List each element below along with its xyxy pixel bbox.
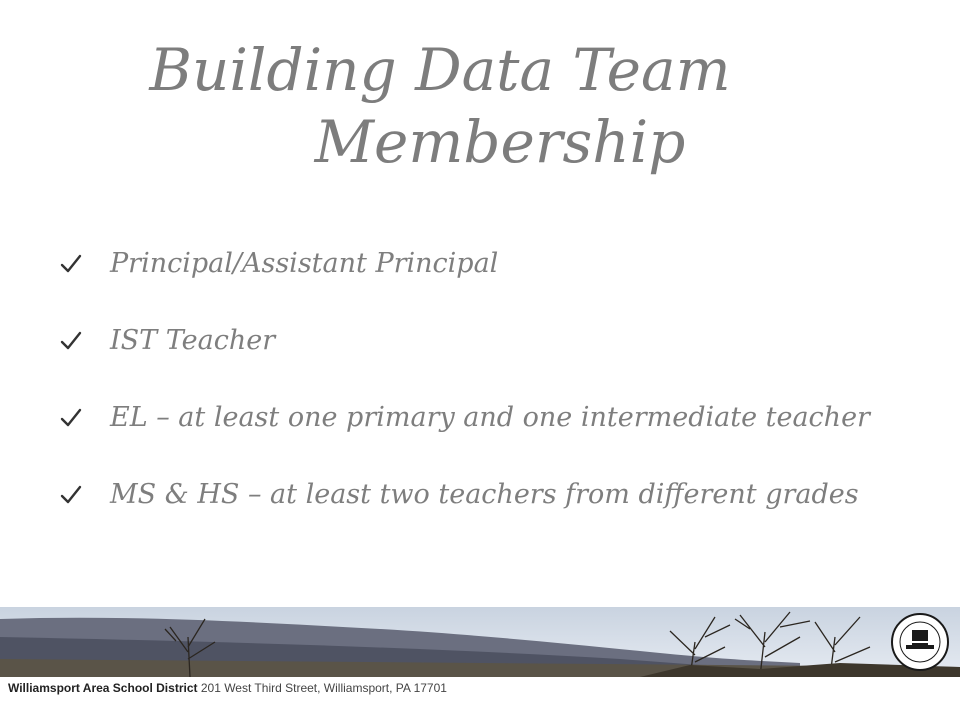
bullet-item	[60, 456, 940, 533]
bullet-text: EL – at least one primary and one intermediate teacher	[110, 402, 870, 433]
district-address: 201 West Third Street, Williamsport, PA 17701	[200, 681, 447, 695]
bullet-text: MS & HS – at least two teachers from different grades	[110, 479, 859, 510]
footer-bar	[0, 677, 960, 699]
slide-title	[0, 34, 960, 178]
slide-title-line-2: Membership	[314, 108, 686, 176]
bullet-item	[60, 379, 940, 456]
bullet-text: IST Teacher	[110, 325, 276, 356]
check-mark-icon	[60, 408, 90, 428]
check-mark-icon	[60, 331, 90, 351]
footer-landscape-photo	[0, 607, 960, 677]
check-mark-icon	[60, 254, 90, 274]
bullet-item	[60, 225, 940, 302]
check-mark-icon	[60, 485, 90, 505]
bullet-list	[60, 225, 940, 533]
bullet-item	[60, 302, 940, 379]
bullet-text: Principal/Assistant Principal	[110, 248, 499, 279]
slide-title-line-1: Building Data Team	[149, 36, 731, 104]
district-name: Williamsport Area School District	[8, 681, 198, 695]
top-hat-seal-icon	[890, 612, 950, 672]
